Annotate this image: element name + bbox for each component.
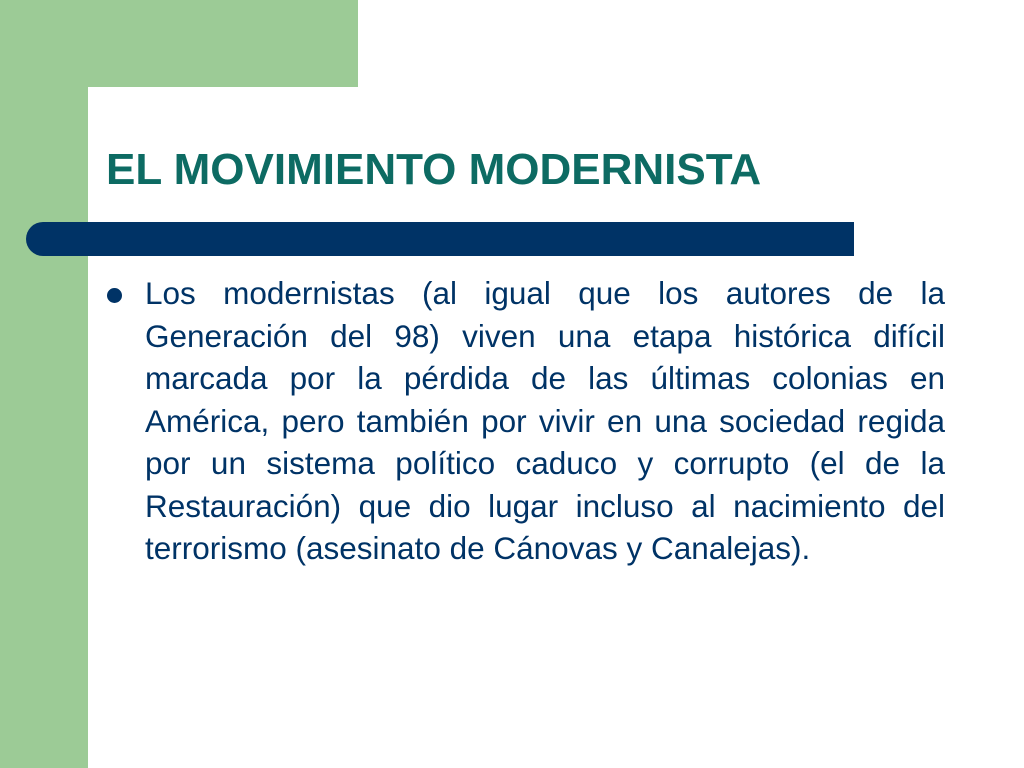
decorative-green-block [0, 0, 358, 87]
bullet-item [105, 272, 945, 570]
title-divider-bar [26, 222, 854, 256]
bullet-list [105, 272, 945, 570]
bullet-dot-icon [107, 288, 122, 303]
decorative-green-band [0, 0, 88, 768]
bullet-text: Los modernistas (al igual que los autores de la Generación del 98) viven una etapa histórica difícil marcada por la pérdida de las últimas colonias en América, pero también por vivir en una sociedad regida por un sistema político caduco y corrupto (el de la Restauración) que dio lugar incluso al nacimiento del terrorismo (asesinato de Cánovas y Canalejas). [145, 275, 945, 566]
slide-title: EL MOVIMIENTO MODERNISTA [106, 145, 762, 194]
